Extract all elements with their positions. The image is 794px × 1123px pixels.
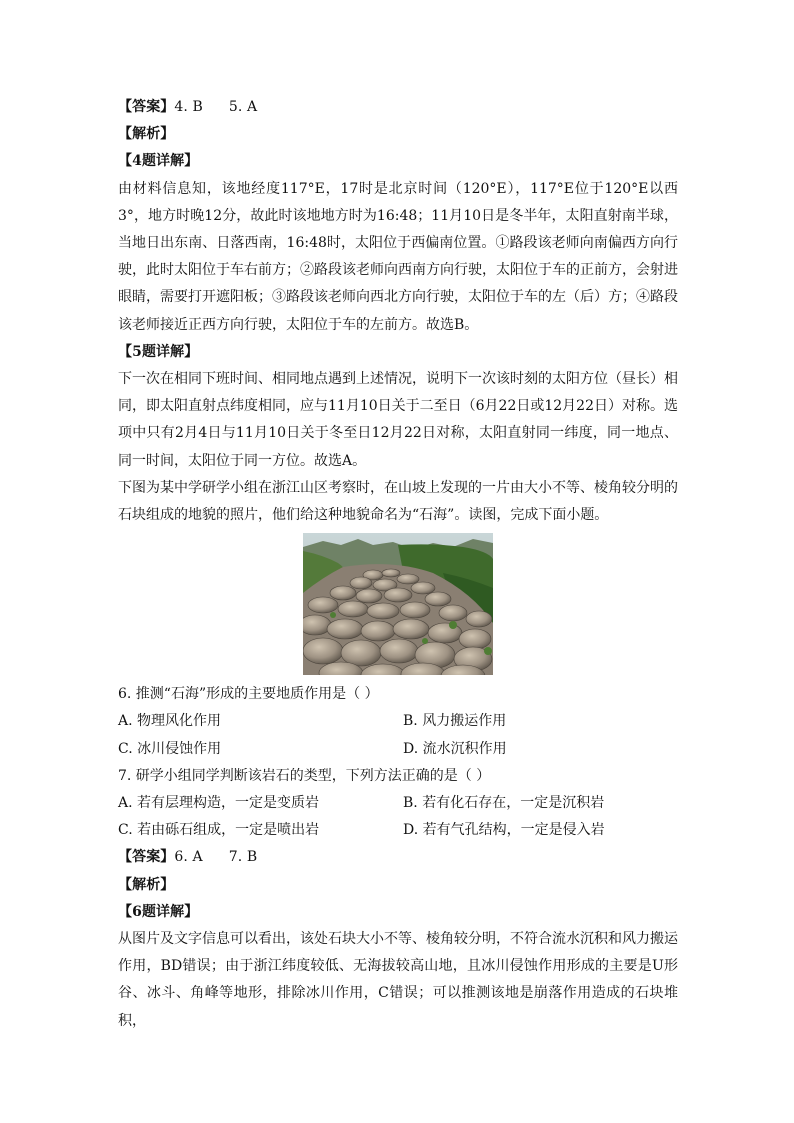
- q7-option-b: B. 若有化石存在，一定是沉积岩: [403, 795, 605, 812]
- material-intro: 下图为某中学研学小组在浙江山区考察时，在山坡上发现的一片由大小不等、棱角较分明的石块组成的地貌的照片，他们给这种地貌命名为“石海”。读图，完成下面小题。: [118, 479, 678, 524]
- answer-5: 5. A: [228, 99, 258, 115]
- q5-detail-text: 下一次在相同下班时间、相同地点遇到上述情况，说明下一次该时刻的太阳方位（昼长）相同，即太阳直射点纬度相同，应与11月10日关于二至日（6月22日或12月22日）对称。选项中只有2月4日与11月10日关于冬至日12月22日对称，太阳直射同一纬度，同一地点、同一时间，太阳位于同一方位。故选A。: [118, 371, 678, 469]
- q5-detail-label: 【5题详解】: [118, 343, 199, 360]
- q6-option-d: D. 流水沉积作用: [403, 740, 507, 757]
- rock-field-photo: [303, 533, 493, 675]
- analysis-label-2: 【解析】: [118, 876, 175, 893]
- answer-7: 7. B: [228, 849, 258, 866]
- q6-option-c: C. 冰川侵蚀作用: [118, 740, 222, 757]
- q7-option-c: C. 若由砾石组成，一定是喷出岩: [118, 822, 320, 839]
- q6-detail-text: 从图片及文字信息可以看出，该处石块大小不等、棱角较分明，不符合流水沉积和风力搬运作用，BD错误；由于浙江纬度较低、无海拔较高山地，且冰川侵蚀作用形成的主要是U形谷、冰斗、角峰等地形，排除冰川作用，C错误；可以推测该地是崩落作用造成的石块堆积，: [118, 931, 678, 1029]
- document-page: [118, 94, 678, 1035]
- photo-container: [118, 533, 678, 675]
- question-6-options: [118, 708, 678, 762]
- answer-label: 【答案】: [118, 99, 175, 115]
- answer-6: 6. A: [174, 849, 203, 866]
- answer-line-1: [118, 94, 678, 121]
- answer-line-2: [118, 844, 678, 871]
- question-6-stem: 6. 推测“石海”形成的主要地质作用是（ ）: [118, 686, 379, 703]
- q6-option-b: B. 风力搬运作用: [403, 713, 507, 730]
- q7-option-d: D. 若有气孔结构，一定是侵入岩: [403, 822, 605, 839]
- q4-detail-label: 【4题详解】: [118, 153, 199, 170]
- q7-option-a: A. 若有层理构造，一定是变质岩: [118, 795, 320, 812]
- answer-label-2: 【答案】: [118, 849, 175, 866]
- question-7-options: [118, 790, 678, 844]
- q6-option-a: A. 物理风化作用: [118, 713, 222, 730]
- q4-detail-text: 由材料信息知，该地经度117°E，17时是北京时间（120°E），117°E位于120°E以西3°，地方时晚12分，故此时该地地方时为16:48；11月10日是冬半年，太阳直射南半球，当地日出东南、日落西南，16:48时，太阳位于西偏南位置。①路段该老师向南偏西方向行驶，此时太阳位于车右前方；②路段该老师向西南方向行驶，太阳位于车的正前方，会射进眼睛，需要打开遮阳板；③路段该老师向西北方向行驶，太阳位于车的左（后）方；④路段该老师接近正西方向行驶，太阳位于车的左前方。故选B。: [118, 180, 678, 333]
- analysis-label-1: 【解析】: [118, 126, 175, 143]
- q6-detail-label: 【6题详解】: [118, 903, 199, 920]
- answer-4: 4. B: [174, 99, 203, 115]
- question-7-stem: 7. 研学小组同学判断该岩石的类型，下列方法正确的是（ ）: [118, 767, 491, 784]
